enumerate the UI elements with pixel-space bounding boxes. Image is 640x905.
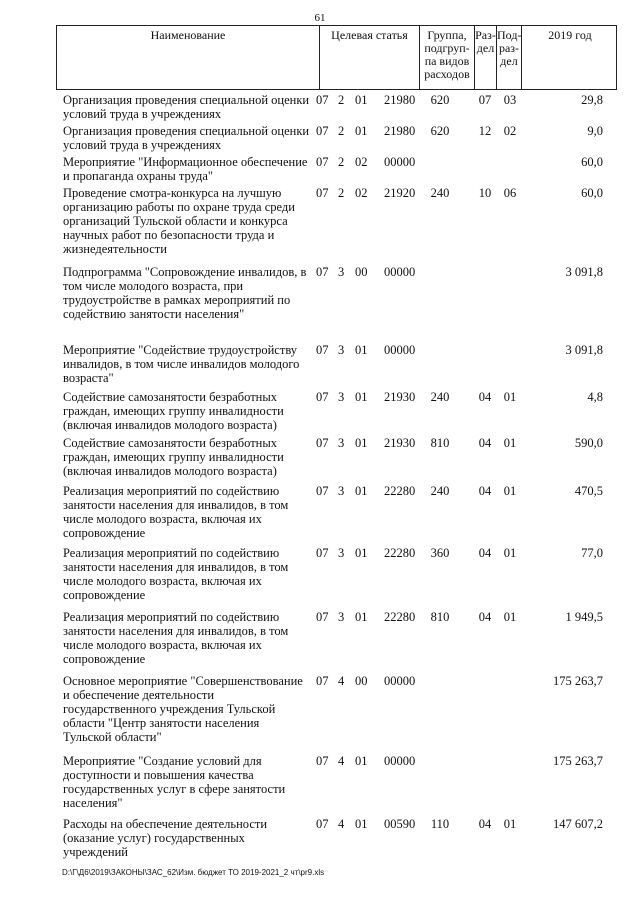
row-group: 360 xyxy=(430,546,450,560)
row-code-event: 01 xyxy=(355,343,368,357)
row-amount: 175 263,7 xyxy=(553,754,603,768)
row-name: Организация проведения специальной оценки условий труда в учреждениях xyxy=(63,93,310,121)
row-name: Реализация мероприятий по содействию занятости населения для инвалидов, в том числе молодого возраста, включая их сопровождение xyxy=(63,484,289,540)
row-subsection: 01 xyxy=(503,610,517,624)
row-amount: 147 607,2 xyxy=(553,817,603,831)
header-name: Наименование xyxy=(150,28,226,42)
row-name: Содействие самозанятости безработных граждан, имеющих группу инвалидности (включая инвалидов молодого возраста) xyxy=(63,390,284,432)
row-code-event: 01 xyxy=(355,754,368,768)
row-subsection: 06 xyxy=(503,186,517,200)
row-code-event: 01 xyxy=(355,93,368,107)
row-code-event: 02 xyxy=(355,155,368,169)
page-number: 61 xyxy=(314,12,326,24)
row-name: Организация проведения специальной оценки условий труда в учреждениях xyxy=(63,124,310,152)
row-section: 07 xyxy=(478,93,492,107)
row-code-program: 07 xyxy=(316,546,329,560)
row-subsection: 01 xyxy=(503,436,517,450)
row-code-direction: 21920 xyxy=(384,186,416,200)
row-code-program: 07 xyxy=(316,390,329,404)
row-code-direction: 00000 xyxy=(384,754,416,768)
row-code-subprogram: 3 xyxy=(338,610,345,624)
row-amount: 77,0 xyxy=(581,546,603,560)
row-amount: 590,0 xyxy=(574,436,603,450)
row-code-program: 07 xyxy=(316,754,329,768)
row-code-subprogram: 2 xyxy=(338,124,345,138)
row-amount: 29,8 xyxy=(581,93,603,107)
row-section: 10 xyxy=(478,186,492,200)
row-subsection: 02 xyxy=(503,124,517,138)
row-name: Подпрограмма "Сопровождение инвалидов, в том числе молодого возраста, при трудоустройстве в рамках мероприятий по содействию занятости населения" xyxy=(63,265,307,321)
row-code-subprogram: 2 xyxy=(338,186,345,200)
row-name: Мероприятие "Содействие трудоустройству инвалидов, в том числе инвалидов молодого возраста" xyxy=(63,343,300,385)
row-code-subprogram: 4 xyxy=(338,817,345,831)
row-code-subprogram: 3 xyxy=(338,484,345,498)
row-code-direction: 22280 xyxy=(384,546,416,560)
row-code-event: 01 xyxy=(355,484,368,498)
row-code-program: 07 xyxy=(316,674,329,688)
row-code-program: 07 xyxy=(316,93,329,107)
row-name: Мероприятие "Создание условий для доступности и повышения качества государственных услуг в сфере занятости населения" xyxy=(63,754,286,810)
header-expense-group: Группа, подгруп- па видов расходов xyxy=(419,26,474,89)
row-amount: 3 091,8 xyxy=(565,343,603,357)
row-section: 12 xyxy=(478,124,492,138)
row-section: 04 xyxy=(478,546,492,560)
row-code-event: 01 xyxy=(355,124,368,138)
row-subsection: 01 xyxy=(503,484,517,498)
row-name: Реализация мероприятий по содействию занятости населения для инвалидов, в том числе молодого возраста, включая их сопровождение xyxy=(63,610,289,666)
row-group: 810 xyxy=(430,610,450,624)
row-group: 620 xyxy=(430,93,450,107)
row-section: 04 xyxy=(478,390,492,404)
row-code-subprogram: 2 xyxy=(338,93,345,107)
row-code-subprogram: 4 xyxy=(338,754,345,768)
row-code-event: 01 xyxy=(355,610,368,624)
row-code-program: 07 xyxy=(316,186,329,200)
row-code-program: 07 xyxy=(316,155,329,169)
row-amount: 60,0 xyxy=(581,155,603,169)
row-code-event: 01 xyxy=(355,546,368,560)
row-subsection: 03 xyxy=(503,93,517,107)
header-subsection: Под- раз- дел xyxy=(496,26,521,89)
row-code-direction: 21930 xyxy=(384,390,416,404)
row-group: 810 xyxy=(430,436,450,450)
row-code-direction: 21980 xyxy=(384,124,416,138)
row-section: 04 xyxy=(478,484,492,498)
row-code-program: 07 xyxy=(316,265,329,279)
row-code-direction: 00000 xyxy=(384,265,416,279)
row-code-subprogram: 4 xyxy=(338,674,345,688)
row-amount: 60,0 xyxy=(581,186,603,200)
row-name: Реализация мероприятий по содействию занятости населения для инвалидов, в том числе молодого возраста, включая их сопровождение xyxy=(63,546,289,602)
row-code-direction: 00000 xyxy=(384,343,416,357)
row-code-event: 01 xyxy=(355,436,368,450)
row-name: Проведение смотра-конкурса на лучшую организацию работы по охране труда среди организаций Тульской области и конкурса научных работ по безопасности труда и жизнедеятельности xyxy=(63,186,295,256)
row-code-direction: 00590 xyxy=(384,817,416,831)
row-amount: 9,0 xyxy=(587,124,603,138)
row-code-direction: 00000 xyxy=(384,674,416,688)
row-code-subprogram: 3 xyxy=(338,546,345,560)
table-header xyxy=(56,25,617,90)
row-code-event: 01 xyxy=(355,390,368,404)
row-name: Расходы на обеспечение деятельности (оказание услуг) государственных учреждений xyxy=(63,817,268,859)
header-target-article: Целевая статья xyxy=(319,26,419,89)
row-code-subprogram: 3 xyxy=(338,436,345,450)
row-name: Содействие самозанятости безработных граждан, имеющих группу инвалидности (включая инвалидов молодого возраста) xyxy=(63,436,284,478)
row-code-subprogram: 2 xyxy=(338,155,345,169)
row-section: 04 xyxy=(478,610,492,624)
row-code-event: 00 xyxy=(355,674,368,688)
header-section: Раз- дел xyxy=(474,26,496,89)
row-code-program: 07 xyxy=(316,484,329,498)
row-name: Мероприятие "Информационное обеспечение и пропаганда охраны труда" xyxy=(63,155,308,183)
row-code-direction: 21930 xyxy=(384,436,416,450)
row-name: Основное мероприятие "Совершенствование и обеспечение деятельности государственного учреждения Тульской области "Центр занятости населения Тульской области" xyxy=(63,674,303,744)
row-code-event: 02 xyxy=(355,186,368,200)
row-section: 04 xyxy=(478,817,492,831)
row-code-direction: 21980 xyxy=(384,93,416,107)
row-code-direction: 22280 xyxy=(384,610,416,624)
row-group: 240 xyxy=(430,484,450,498)
row-amount: 3 091,8 xyxy=(565,265,603,279)
row-code-event: 00 xyxy=(355,265,368,279)
row-subsection: 01 xyxy=(503,546,517,560)
row-amount: 1 949,5 xyxy=(565,610,603,624)
row-amount: 470,5 xyxy=(574,484,603,498)
row-code-direction: 00000 xyxy=(384,155,416,169)
row-code-subprogram: 3 xyxy=(338,390,345,404)
row-amount: 175 263,7 xyxy=(553,674,603,688)
row-code-event: 01 xyxy=(355,817,368,831)
row-code-direction: 22280 xyxy=(384,484,416,498)
row-code-program: 07 xyxy=(316,817,329,831)
row-code-subprogram: 3 xyxy=(338,343,345,357)
row-code-subprogram: 3 xyxy=(338,265,345,279)
row-code-program: 07 xyxy=(316,610,329,624)
row-code-program: 07 xyxy=(316,343,329,357)
row-group: 620 xyxy=(430,124,450,138)
row-subsection: 01 xyxy=(503,817,517,831)
row-group: 240 xyxy=(430,390,450,404)
row-group: 240 xyxy=(430,186,450,200)
row-code-program: 07 xyxy=(316,436,329,450)
row-group: 110 xyxy=(430,817,450,831)
row-amount: 4,8 xyxy=(587,390,603,404)
file-path-footer: D:\Г\Д6\2019\ЗАКОНЫ\ЗАС_62\Изм. бюджет ТО 2019-2021_2 чт\pr9.xls xyxy=(62,868,325,877)
row-subsection: 01 xyxy=(503,390,517,404)
row-section: 04 xyxy=(478,436,492,450)
row-code-program: 07 xyxy=(316,124,329,138)
header-year: 2019 год xyxy=(521,26,618,89)
